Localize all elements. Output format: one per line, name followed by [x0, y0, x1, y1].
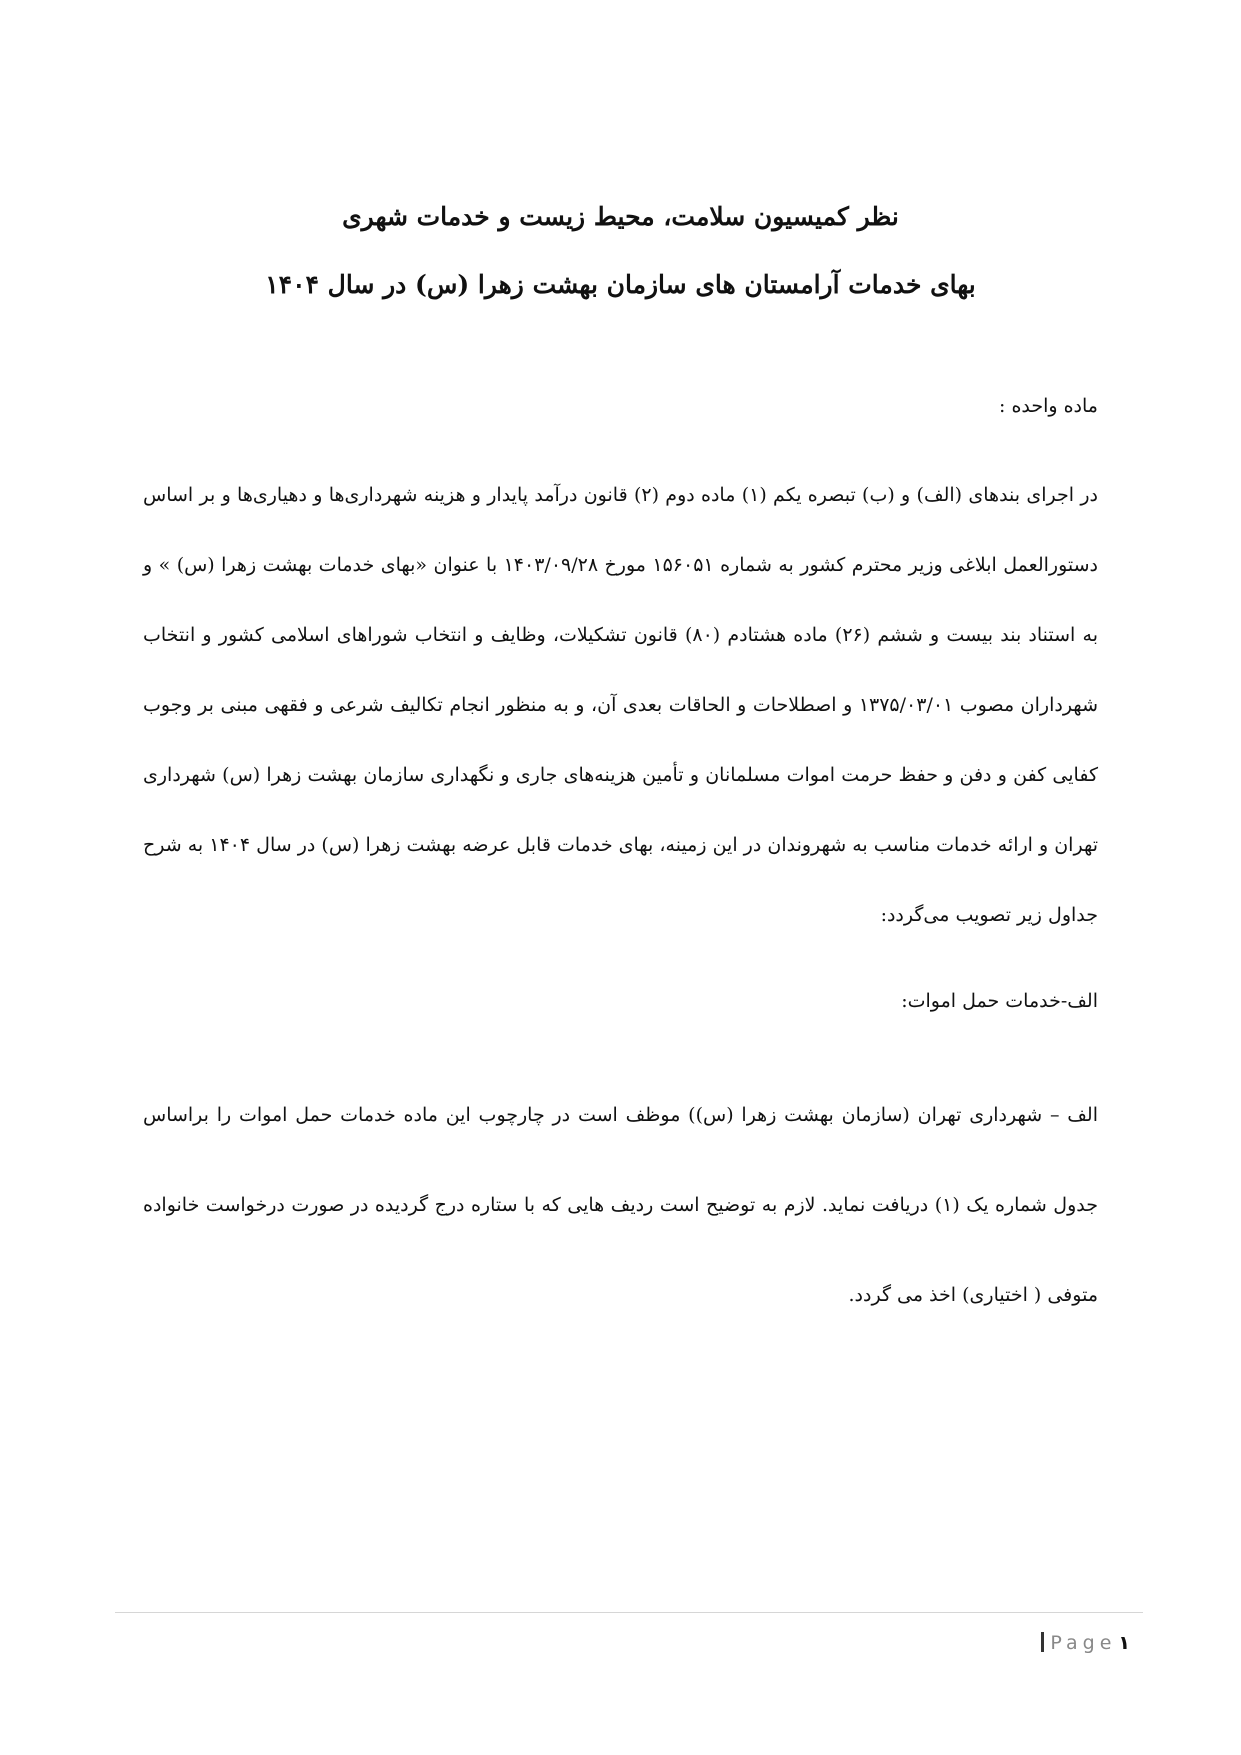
document-title-subject: بهای خدمات آرامستان های سازمان بهشت زهرا (س) در سال ۱۴۰۴: [265, 270, 976, 299]
footer-divider: [115, 1612, 1143, 1613]
section-alef-heading: الف-خدمات حمل اموات:: [901, 990, 1098, 1012]
page-footer: [1000, 1632, 1130, 1654]
page-number: ۱: [1118, 1632, 1130, 1654]
document-title-commission: نظر کمیسیون سلامت، محیط زیست و خدمات شهری: [342, 202, 899, 231]
section-alef-paragraph: الف – شهرداری تهران (سازمان بهشت زهرا (س)) موظف است در چارچوب این ماده خدمات حمل اموات را براساس جدول شماره یک (۱) دریافت نماید. لازم به توضیح است ردیف هایی که با ستاره درج گردیده در صورت درخواست خانواده متوفی ( اختیاری) اخذ می گردد.: [143, 1104, 1098, 1306]
article-paragraph: در اجرای بندهای (الف) و (ب) تبصره یکم (۱) ماده دوم (۲) قانون درآمد پایدار و هزینه شهرداری‌ها و دهیاری‌ها و بر اساس دستورالعمل ابلاغی وزیر محترم کشور به شماره ۱۵۶۰۵۱ مورخ ۱۴۰۳/۰۹/۲۸ با عنوان «بهای خدمات بهشت زهرا (س) » و به استناد بند بیست و ششم (۲۶) ماده هشتادم (۸۰) قانون تشکیلات، وظایف و انتخاب شوراهای اسلامی کشور و انتخاب شهرداران مصوب ۱۳۷۵/۰۳/۰۱ و اصطلاحات و الحاقات بعدی آن، و به منظور انجام تکالیف شرعی و فقهی مبنی بر وجوب کفایی کفن و دفن و حفظ حرمت اموات مسلمانان و تأمین هزینه‌های جاری و نگهداری سازمان بهشت زهرا (س) شهرداری تهران و ارائه خدمات مناسب به شهروندان در این زمینه، بهای خدمات قابل عرضه بهشت زهرا (س) در سال ۱۴۰۴ به شرح جداول زیر تصویب می‌گردد:: [143, 484, 1099, 926]
footer-bar-icon: [1041, 1632, 1044, 1652]
page-label: Page: [1050, 1632, 1117, 1654]
article-heading: ماده واحده :: [999, 395, 1098, 417]
